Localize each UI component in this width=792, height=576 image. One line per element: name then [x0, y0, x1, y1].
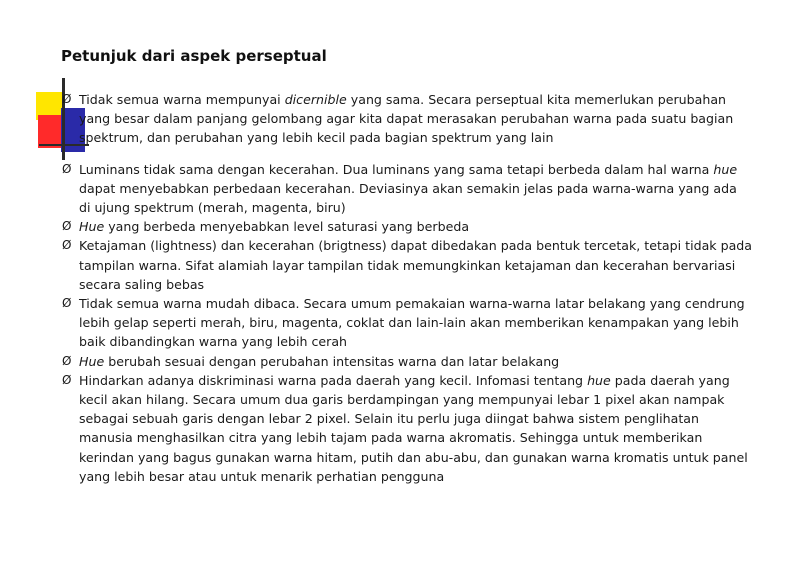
bullet-arrow-icon: Ø: [62, 353, 72, 368]
bullet-arrow-icon: Ø: [62, 92, 72, 106]
bullet-emphasis: dicernible: [284, 92, 347, 107]
bullet-text: dapat menyebabkan perbedaan kecerahan. Deviasinya akan semakin jelas pada warna-warna yang ada di ujung spektrum (merah, magenta, biru): [79, 180, 737, 216]
bullet-item: [62, 90, 752, 148]
bullet-item: [62, 371, 752, 486]
bullet-text: pada daerah yang kecil akan hilang. Secara umum dua garis berdampingan yang mempunyai lebar 1 pixel akan nampak sebagai sebuah garis dengan lebar 2 pixel. Selain itu perlu juga diingat bahwa sistem penglihatan manusia menghasilkan citra yang lebih tajam pada warna akromatis. Sehingga untuk memberikan kerindan yang bagus gunakan warna hitam, putih dan abu-abu, dan gunakan warna kromatis untuk panel yang lebih besar atau untuk menarik perhatian pengguna: [79, 372, 748, 484]
bullet-text: yang sama. Secara perseptual kita memerlukan perubahan yang besar dalam panjang gelombang agar kita dapat merasakan perubahan warna pada suatu bagian spektrum, dan perubahan yang lebih kecil pada bagian spektrum yang lain: [79, 92, 734, 146]
bullet-item: [62, 352, 752, 371]
bullet-text: berubah sesuai dengan perubahan intensitas warna dan latar belakang: [104, 353, 560, 369]
bullet-item: [62, 217, 752, 236]
bullet-emphasis: hue: [713, 161, 738, 177]
bullet-text: Hindarkan adanya diskriminasi warna pada daerah yang kecil. Infomasi tentang: [79, 372, 588, 388]
bullet-arrow-icon: Ø: [62, 372, 72, 387]
bullet-list: [62, 90, 752, 486]
bullet-arrow-icon: Ø: [62, 238, 72, 253]
slide-title: Petunjuk dari aspek perseptual: [61, 47, 327, 65]
bullet-text: Tidak semua warna mudah dibaca. Secara umum pemakaian warna-warna latar belakang yang cendrung lebih gelap seperti merah, biru, magenta, coklat dan lain-lain akan memberikan kenampakan yang lebih baik dibandingkan warna yang lebih cerah: [79, 296, 745, 350]
bullet-text: yang berbeda menyebabkan level saturasi yang berbeda: [104, 219, 470, 235]
bullet-text: Luminans tidak sama dengan kecerahan. Dua luminans yang sama tetapi berbeda dalam hal warna: [79, 161, 714, 177]
bullet-arrow-icon: Ø: [62, 296, 72, 311]
bullet-emphasis: Hue: [79, 353, 105, 369]
bullet-emphasis: hue: [587, 372, 611, 388]
bullet-text: Ketajaman (lightness) dan kecerahan (brigtness) dapat dibedakan pada bentuk tercetak, tetapi tidak pada tampilan warna. Sifat alamiah layar tampilan tidak memungkinkan ketajaman dan kecerahan bervariasi secara saling bebas: [79, 238, 753, 292]
bullet-item: [62, 236, 752, 294]
bullet-emphasis: Hue: [79, 219, 105, 235]
bullet-arrow-icon: Ø: [62, 161, 72, 176]
bullet-arrow-icon: Ø: [62, 219, 72, 234]
bullet-item: [62, 160, 752, 218]
bullet-item: [62, 294, 752, 352]
bullet-text: Tidak semua warna mempunyai: [79, 92, 285, 107]
